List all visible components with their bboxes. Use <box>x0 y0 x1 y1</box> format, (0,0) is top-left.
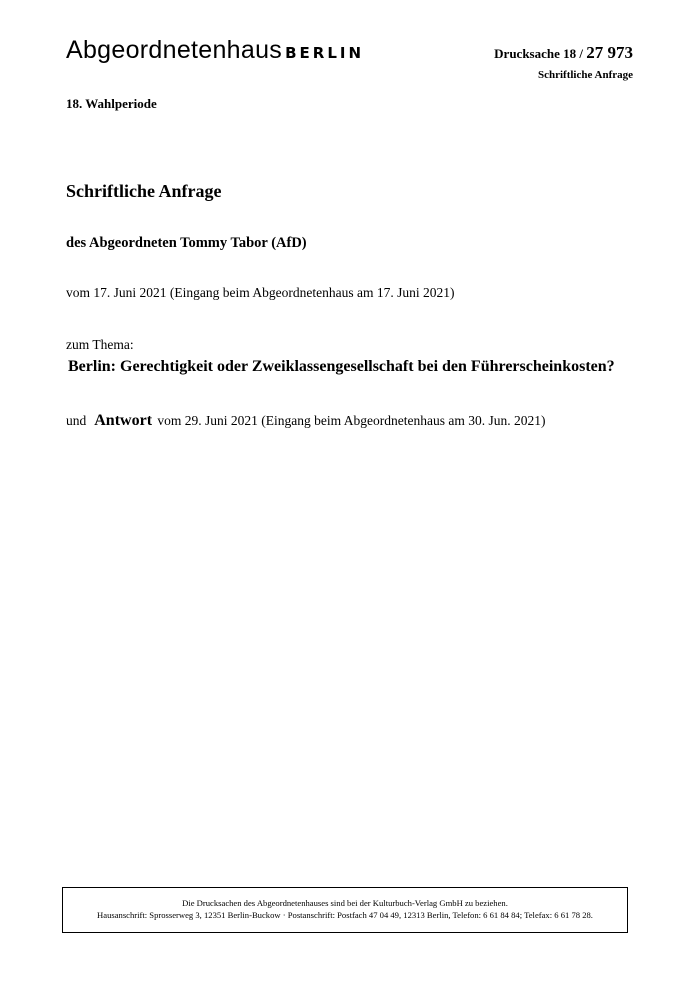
answer-keyword: Antwort <box>94 412 153 429</box>
drucksache-number: 27 973 <box>586 43 633 62</box>
answer-line <box>66 412 545 430</box>
footer-line-2: Hausanschrift: Sprosserweg 3, 12351 Berlin-Buckow · Postanschrift: Postfach 47 04 49, 12313 Berlin, Telefon: 6 61 84 84; Telefax: 6 61 78 28. <box>97 910 593 920</box>
topic-label: zum Thema: <box>66 337 134 352</box>
footer-box <box>62 887 628 933</box>
document-title: Schriftliche Anfrage <box>66 181 222 201</box>
document-kind: Schriftliche Anfrage <box>537 69 633 81</box>
parliament-logo <box>66 36 364 65</box>
drucksache-number-line <box>494 44 633 61</box>
author-line: des Abgeordneten Tommy Tabor (AfD) <box>66 235 307 251</box>
document-reference <box>494 44 633 81</box>
footer-line-1: Die Drucksachen des Abgeordnetenhauses sind bei der Kulturbuch-Verlag GmbH zu beziehen. <box>182 898 508 908</box>
legislative-period: 18. Wahlperiode <box>66 96 157 111</box>
topic-title: Berlin: Gerechtigkeit oder Zweiklassengesellschaft bei den Führerscheinkosten? <box>68 358 615 375</box>
drucksache-label: Drucksache 18 / <box>494 46 583 61</box>
date-line: vom 17. Juni 2021 (Eingang beim Abgeordnetenhaus am 17. Juni 2021) <box>66 285 455 300</box>
answer-details: vom 29. Juni 2021 (Eingang beim Abgeordnetenhaus am 30. Jun. 2021) <box>157 413 546 428</box>
answer-prefix: und <box>66 413 87 428</box>
logo-word: Abgeordnetenhaus <box>66 36 283 64</box>
logo-city: BERLIN <box>285 44 365 62</box>
